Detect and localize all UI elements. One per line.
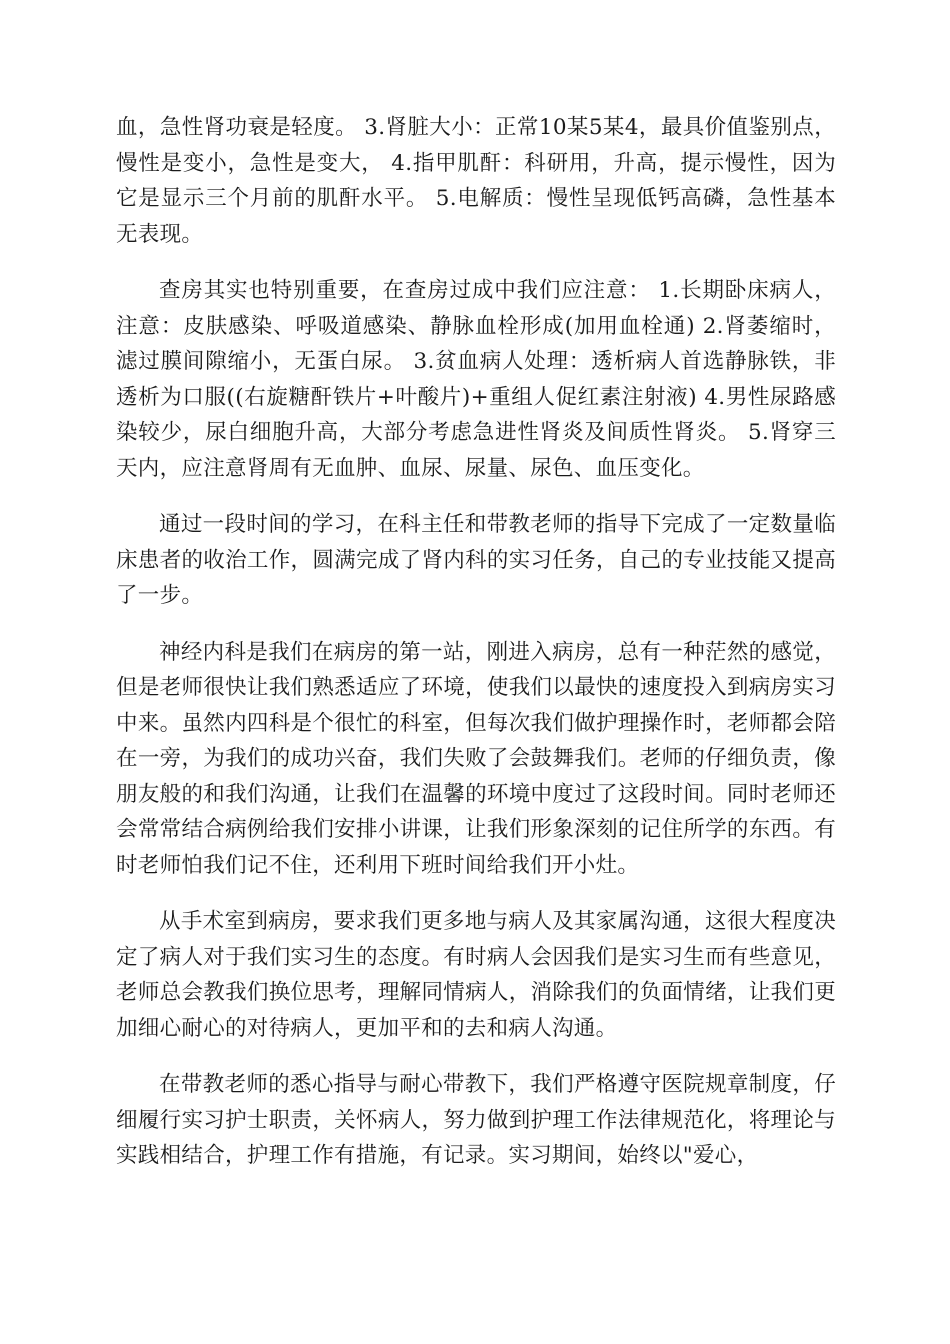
paragraph-4: 神经内科是我们在病房的第一站，刚进入病房，总有一种茫然的感觉，但是老师很快让我们熟悉适应了环境，使我们以最快的速度投入到病房实习中来。虽然内四科是个很忙的科室，但每次我们做护理操作时，老师都会陪在一旁，为我们的成功兴奋，我们失败了会鼓舞我们。老师的仔细负责，像朋友般的和我们沟通，让我们在温馨的环境中度过了这段时间。同时老师还会常常结合病例给我们安排小讲课，让我们形象深刻的记住所学的东西。有时老师怕我们记不住，还利用下班时间给我们开小灶。 — [116, 639, 836, 878]
document-page — [116, 110, 836, 1195]
paragraph-2: 查房其实也特别重要，在查房过成中我们应注意： 1.长期卧床病人，注意：皮肤感染、呼吸道感染、静脉血栓形成(加用血栓通) 2.肾萎缩时，滤过膜间隙缩小，无蛋白尿。 3.贫血病人处理：透析病人首选静脉铁，非透析为口服((右旋糖酐铁片+叶酸片)+重组人促红素注射液) 4.男性尿路感染较少，尿白细胞升高，大部分考虑急进性肾炎及间质性肾炎。 5.肾穿三天内，应注意肾周有无血肿、血尿、尿量、尿色、血压变化。 — [116, 278, 836, 481]
paragraph-1: 血，急性肾功衰是轻度。 3.肾脏大小：正常10某5某4，最具价值鉴别点，慢性是变小，急性是变大， 4.指甲肌酐：科研用，升高，提示慢性，因为它是显示三个月前的肌酐水平。 5.电解质：慢性呈现低钙高磷，急性基本无表现。 — [116, 115, 836, 247]
paragraph-3: 通过一段时间的学习，在科主任和带教老师的指导下完成了一定数量临床患者的收治工作，圆满完成了肾内科的实习任务，自己的专业技能又提高了一步。 — [116, 512, 836, 608]
paragraph-6: 在带教老师的悉心指导与耐心带教下，我们严格遵守医院规章制度，仔细履行实习护士职责，关怀病人，努力做到护理工作法律规范化，将理论与实践相结合，护理工作有措施，有记录。实习期间，始终以"爱心， — [116, 1072, 836, 1168]
paragraph-5: 从手术室到病房，要求我们更多地与病人及其家属沟通，这很大程度决定了病人对于我们实习生的态度。有时病人会因我们是实习生而有些意见，老师总会教我们换位思考，理解同情病人，消除我们的负面情绪，让我们更加细心耐心的对待病人，更加平和的去和病人沟通。 — [116, 909, 836, 1041]
